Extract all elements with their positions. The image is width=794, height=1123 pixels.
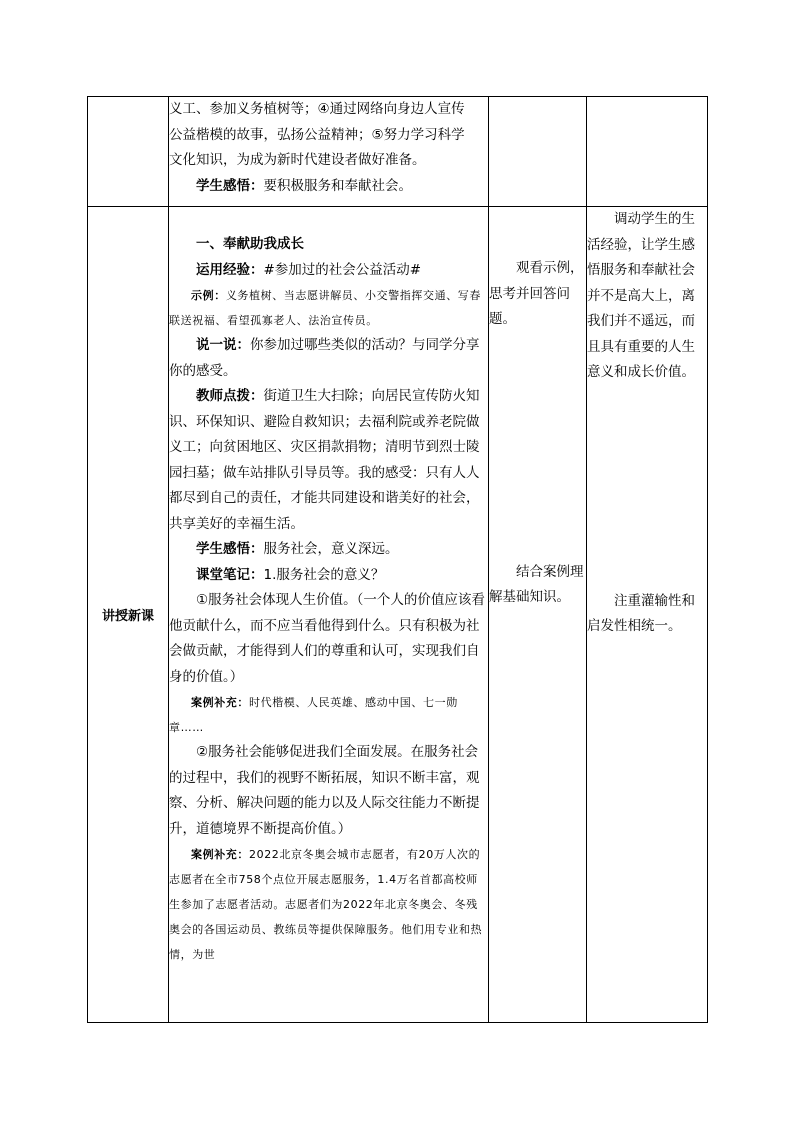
talk xyxy=(169,333,488,384)
student-reflection xyxy=(169,174,488,200)
value: 你参加过哪些类似的活动？与同学分享你的感受。 xyxy=(169,337,480,379)
point-two: ②服务社会能够促进我们全面发展。在服务社会的过程中，我们的视野不断拓展，知识不断丰富，观察、分析、解决问题的能力以及人际交往能力不断提升，道德境界不断提高价值。） xyxy=(169,744,480,837)
label: 说一说： xyxy=(196,337,250,353)
lesson-plan-table xyxy=(87,96,708,1023)
class-notes xyxy=(169,563,488,589)
label: 教师点拨： xyxy=(196,388,264,404)
value: 2022北京冬奥会城市志愿者，有20万人次的志愿者在全市758个点位开展志愿服务，1.4万名首都高校师生参加了志愿者活动。志愿者们为2022年北京冬奥会、冬残奥会的各国运动员、教练员等提供保障服务。他们用专业和热情，为世 xyxy=(169,848,483,961)
student-activity: 观看示例，思考并回答问题。 xyxy=(489,260,584,327)
value: 要积极服务和奉献社会。 xyxy=(263,177,412,194)
section-label: 讲授新课 xyxy=(88,207,169,1023)
value: 义务植树、当志愿讲解员、小交警指挥交通、写春联送祝福、看望孤寡老人、法治宣传员。 xyxy=(169,289,482,327)
case-supplement xyxy=(169,690,488,740)
label: 示例： xyxy=(191,289,226,302)
student-activity-cell xyxy=(489,207,587,1023)
point-one: ①服务社会体现人生价值。（一个人的价值应该看他贡献什么，而不应当看他得到什么。只有积极为社会做贡献，才能得到人们的尊重和认可，实现我们自身的价值。） xyxy=(169,592,485,685)
section-cell-empty xyxy=(88,97,169,207)
teacher-guidance xyxy=(169,384,488,537)
text-line: 公益楷模的故事，弘扬公益精神；⑤努力学习科学 xyxy=(169,126,465,143)
value: 1.服务社会的意义？ xyxy=(263,566,385,583)
student-activity-cell xyxy=(489,97,587,207)
section-heading: 一、奉献助我成长 xyxy=(196,236,304,252)
case-supplement xyxy=(169,842,488,967)
label: 运用经验： xyxy=(196,261,264,278)
student-activity: 结合案例理解基础知识。 xyxy=(489,563,584,605)
design-intent: 注重灌输性和启发性相统一。 xyxy=(587,592,695,634)
example xyxy=(169,283,488,333)
label: 案例补充： xyxy=(191,696,249,709)
text-line: 义工、参加义务植树等；④通过网络向身边人宣传 xyxy=(169,101,465,117)
student-reflection xyxy=(169,537,488,563)
text-line: 文化知识，为成为新时代建设者做好准备。 xyxy=(169,152,426,168)
design-intent-cell xyxy=(587,97,708,207)
label: 课堂笔记： xyxy=(196,566,264,583)
content-cell xyxy=(169,207,489,1023)
table-row xyxy=(88,97,708,207)
design-intent: 调动学生的生活经验，让学生感悟服务和奉献社会并不是高大上，离我们并不遥远，而且具有重要的人生意义和成长价值。 xyxy=(587,211,695,380)
content-cell xyxy=(169,97,489,207)
value: #参加过的社会公益活动# xyxy=(263,261,422,278)
value: 服务社会，意义深远。 xyxy=(263,541,399,557)
table-row xyxy=(88,207,708,1023)
value: 街道卫生大扫除；向居民宣传防火知识、环保知识、避险自救知识；去福利院或养老院做义工；向贫困地区、灾区捐款捐物；清明节到烈士陵园扫墓；做车站排队引导员等。我的感受：只有人人都尽到自己的责任，才能共同建设和谐美好的社会，共享美好的幸福生活。 xyxy=(169,388,480,532)
label: 学生感悟： xyxy=(196,541,264,557)
label: 学生感悟： xyxy=(196,177,264,194)
design-intent-cell xyxy=(587,207,708,1023)
experience xyxy=(169,258,488,284)
value: 时代楷模、人民英雄、感动中国、七一勋章…… xyxy=(169,696,458,734)
label: 案例补充： xyxy=(191,848,249,861)
